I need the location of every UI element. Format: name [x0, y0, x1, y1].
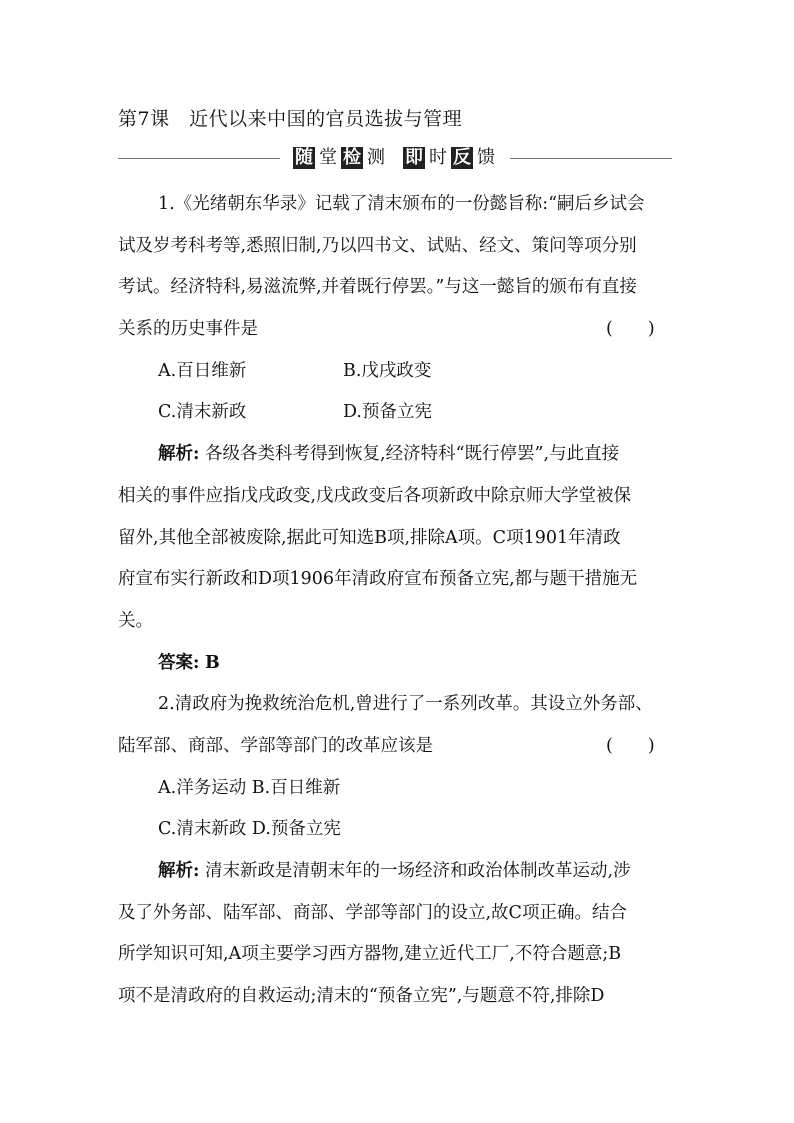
q1-option-b: B.戊戌政变 — [343, 361, 432, 381]
banner-text — [292, 147, 498, 169]
q1-analysis-line: 府宣布实行新政和D项1906年清政府宣布预备立宪,都与题干措施无 — [118, 569, 638, 589]
q1-answer — [158, 649, 220, 674]
q2-option-a: A.洋务运动 — [158, 778, 247, 798]
q1-option-a: A.百日维新 — [158, 361, 247, 381]
q1-analysis-text: 各级各类科考得到恢复,经济特科“既行停罢”,与此直接 — [205, 444, 620, 464]
divider-right — [510, 158, 672, 159]
divider-left — [118, 158, 280, 159]
banner-char: 馈 — [477, 147, 495, 168]
q1-analysis-label: 解析: — [158, 444, 200, 464]
q2-analysis-text: 清末新政是清朝末年的一场经济和政治体制改革运动,涉 — [205, 861, 631, 881]
q2-analysis-line: 项不是清政府的自救运动;清末的“预备立宪”,与题意不符,排除D — [118, 986, 605, 1006]
q2-options-row — [158, 815, 341, 840]
q2-option-d: D.预备立宪 — [251, 819, 341, 839]
q1-answer-value: B — [205, 653, 220, 673]
q2-option-c: C.清末新政 — [158, 819, 247, 839]
q1-stem-line: 试及岁考科考等,悉照旧制,乃以四书文、试贴、经文、策问等项分别 — [118, 236, 637, 256]
q2-option-b: B.百日维新 — [251, 778, 341, 798]
q2-answer-blank: ( ) — [606, 736, 655, 756]
q2-analysis-line — [158, 857, 631, 882]
q2-analysis-label: 解析: — [158, 861, 200, 881]
q1-analysis-line: 留外,其他全部被废除,据此可知选B项,排除A项。C项1901年清政 — [118, 528, 621, 548]
q2-stem-line: 陆军部、商部、学部等部门的改革应该是 — [118, 736, 433, 756]
q1-stem-line: 关系的历史事件是 — [118, 319, 258, 339]
banner-char: 反 — [453, 147, 471, 168]
q1-answer-blank: ( ) — [606, 319, 655, 339]
q2-options-row — [158, 774, 340, 799]
q1-analysis-line: 关。 — [118, 611, 153, 631]
banner-char: 即 — [405, 147, 423, 168]
q1-analysis-line — [158, 440, 619, 465]
q1-stem-line: 考试。经济特科,易滋流弊,并着既行停罢。”与这一懿旨的颁布有直接 — [118, 277, 637, 297]
q1-stem-line: 1.《光绪朝东华录》记载了清末颁布的一份懿旨称:“嗣后乡试会 — [158, 194, 645, 214]
banner-char: 随 — [295, 147, 313, 168]
banner-char: 堂 — [319, 147, 337, 168]
q1-option-d: D.预备立宪 — [343, 402, 432, 422]
banner-char: 检 — [343, 147, 361, 168]
banner-char: 时 — [429, 147, 447, 168]
q1-analysis-line: 相关的事件应指戊戌政变,戊戌政变后各项新政中除京师大学堂被保 — [118, 486, 632, 506]
q1-answer-label: 答案: — [158, 653, 200, 673]
q2-analysis-line: 所学知识可知,A项主要学习西方器物,建立近代工厂,不符合题意;B — [118, 944, 622, 964]
q1-option-c: C.清末新政 — [158, 402, 247, 422]
lesson-title: 第7课 近代以来中国的官员选拔与管理 — [118, 108, 463, 130]
banner-char: 测 — [367, 147, 385, 168]
q2-stem-line: 2.清政府为挽救统治危机,曾进行了一系列改革。其设立外务部、 — [158, 694, 653, 714]
q2-analysis-line: 及了外务部、陆军部、商部、学部等部门的设立,故C项正确。结合 — [118, 903, 627, 923]
section-banner — [118, 146, 672, 170]
